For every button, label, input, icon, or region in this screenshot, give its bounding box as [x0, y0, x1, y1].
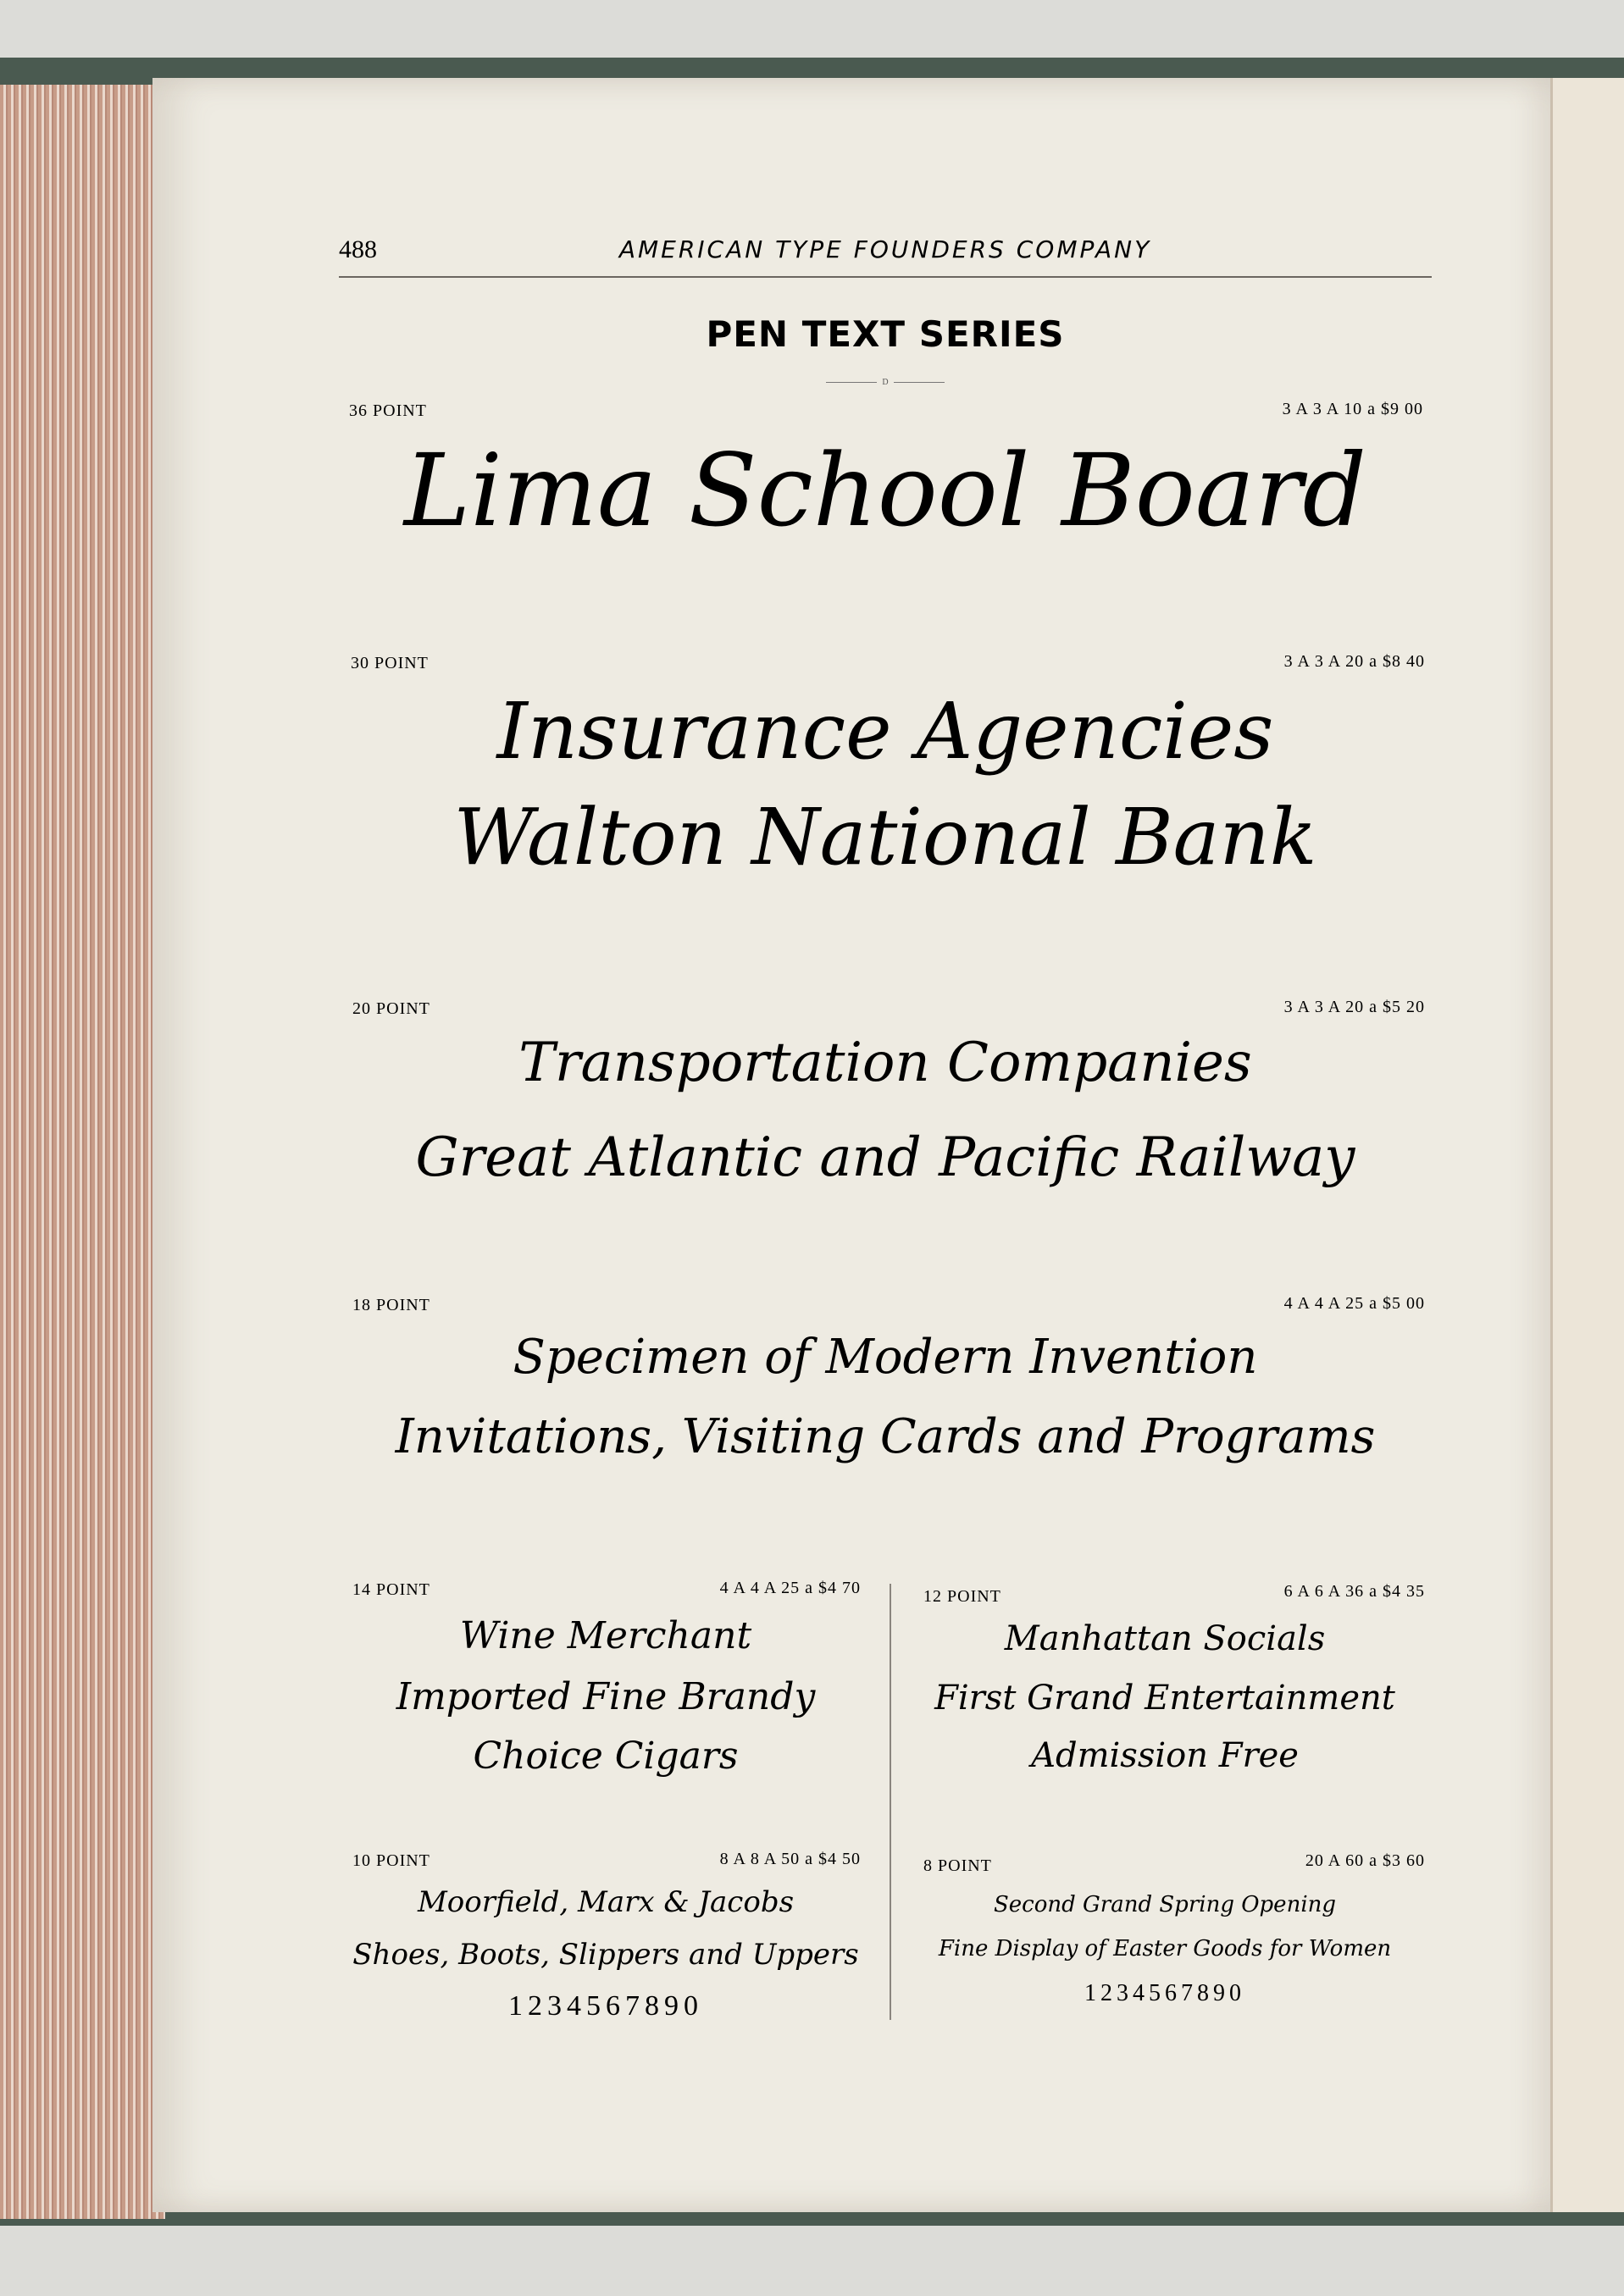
specimen-8-line-1: Second Grand Spring Opening [993, 1892, 1337, 1917]
running-head [339, 230, 1432, 278]
size-label-18: 18 POINT [352, 1296, 430, 1314]
price-label-10: 8 A 8 A 50 a $4 50 [719, 1850, 861, 1868]
size-label-36: 36 POINT [349, 401, 427, 420]
specimen-10-line-3: 1234567890 [508, 1990, 703, 2022]
price-label-36: 3 A 3 A 10 a $9 00 [1282, 400, 1423, 418]
size-label-30: 30 POINT [351, 654, 429, 672]
running-title: AMERICAN TYPE FOUNDERS COMPANY [618, 235, 1152, 263]
facing-page-edge [1550, 78, 1624, 2212]
size-label-12: 12 POINT [923, 1587, 1001, 1606]
size-label-10: 10 POINT [352, 1851, 430, 1870]
column-divider [890, 1584, 891, 2020]
specimen-18-line-2: Invitations, Visiting Cards and Programs [395, 1409, 1376, 1464]
specimen-14-line-2: Imported Fine Brandy [396, 1675, 816, 1718]
ornament-rule: D [818, 378, 953, 387]
page-number: 488 [339, 235, 377, 263]
specimen-8-line-3: 1234567890 [1084, 1980, 1245, 2006]
specimen-36-line-1: Lima School Board [403, 432, 1367, 549]
specimen-20-line-2: Great Atlantic and Pacific Railway [415, 1126, 1355, 1189]
specimen-20-line-1: Transportation Companies [518, 1032, 1252, 1094]
size-label-20: 20 POINT [352, 999, 430, 1018]
specimen-10-line-2: Shoes, Boots, Slippers and Uppers [352, 1938, 859, 1972]
specimen-12-line-2: First Grand Entertainment [934, 1679, 1395, 1718]
size-label-8: 8 POINT [923, 1856, 992, 1875]
specimen-12-line-3: Admission Free [1031, 1736, 1299, 1775]
page-edges [0, 85, 165, 2219]
specimen-8-line-2: Fine Display of Easter Goods for Women [938, 1936, 1392, 1961]
specimen-18-line-1: Specimen of Modern Invention [513, 1330, 1258, 1385]
specimen-10-line-1: Moorfield, Marx & Jacobs [417, 1885, 795, 1919]
price-label-18: 4 A 4 A 25 a $5 00 [1283, 1294, 1425, 1313]
price-label-12: 6 A 6 A 36 a $4 35 [1283, 1582, 1425, 1601]
size-label-14: 14 POINT [352, 1580, 430, 1599]
specimen-30-line-2: Walton National Bank [453, 792, 1317, 882]
price-label-20: 3 A 3 A 20 a $5 20 [1283, 998, 1425, 1016]
price-label-14: 4 A 4 A 25 a $4 70 [719, 1579, 861, 1597]
specimen-12-line-1: Manhattan Socials [1004, 1619, 1326, 1658]
price-label-8: 20 A 60 a $3 60 [1305, 1851, 1425, 1870]
price-label-30: 3 A 3 A 20 a $8 40 [1283, 652, 1425, 671]
specimen-30-line-1: Insurance Agencies [496, 686, 1274, 777]
series-title: PEN TEXT SERIES [706, 313, 1065, 355]
specimen-14-line-1: Wine Merchant [459, 1614, 752, 1657]
specimen-14-line-3: Choice Cigars [473, 1734, 739, 1778]
